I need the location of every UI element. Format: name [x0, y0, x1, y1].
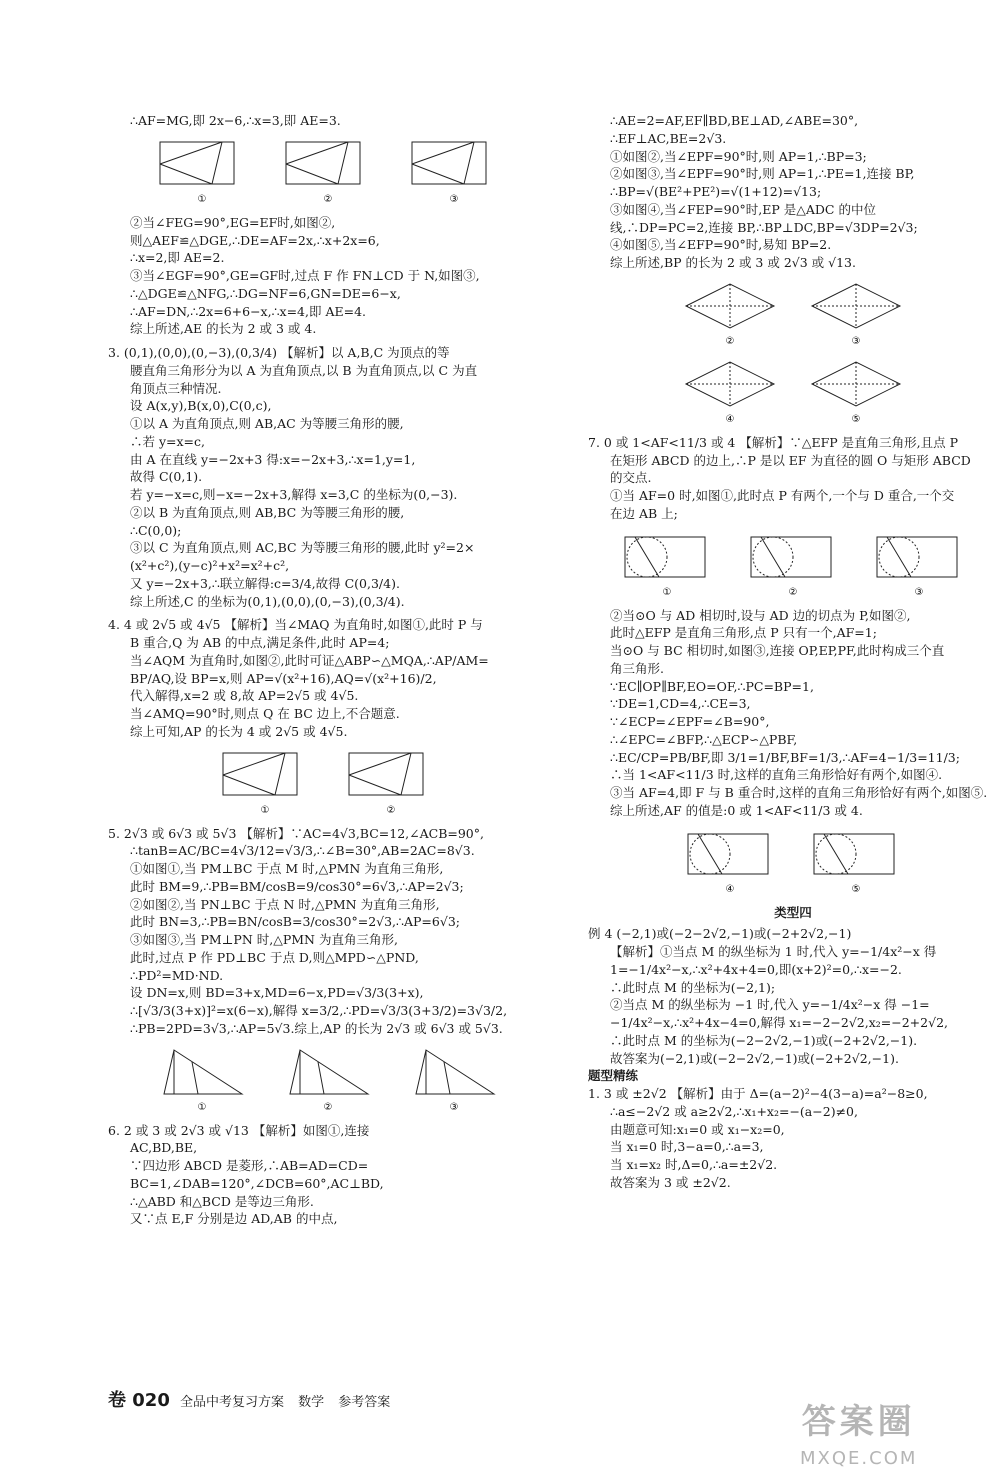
text-line: ②当点 M 的纵坐标为 −1 时,代入 y=−1/4x²−x 得 −1=: [610, 997, 930, 1013]
right-column: [588, 112, 998, 1192]
geometry-sketch: [404, 136, 504, 206]
text-line: 当⊙O 与 BC 相切时,如图③,连接 OP,EP,PF,此时构成三个直: [610, 643, 945, 658]
geometry-sketch: [617, 529, 717, 599]
left-column: [108, 112, 548, 1228]
geometry-sketch: [806, 278, 906, 348]
figure-caption: ①: [662, 586, 672, 598]
text-line: 1. 3 或 ±2√2 【解析】由于 Δ=(a−2)²−4(3−a)=a²−8≥0,: [588, 1086, 928, 1101]
text-line: ∴a≤−2√2 或 a≥2√2,∴x₁+x₂=−(a−2)≠0,: [610, 1103, 858, 1119]
figure-caption: ②: [323, 1101, 333, 1113]
figure-caption: ①: [197, 1101, 207, 1113]
text-line: 又∵点 E,F 分别是边 AD,AB 的中点,: [130, 1211, 338, 1227]
text-line: ∴tanB=AC/BC=4√3/12=√3/3,∴∠B=30°,AB=2AC=8√3.: [130, 843, 475, 859]
text-line: ∴AE=2=AF,EF∥BD,BE⊥AD,∠ABE=30°,: [610, 113, 859, 128]
text-line: 角顶点三种情况.: [130, 380, 222, 396]
text-line: 角三角形.: [610, 660, 664, 676]
geometry-sketch: [743, 529, 843, 599]
text-line: ①如图②,当∠EPF=90°时,则 AP=1,∴BP=3;: [610, 148, 867, 164]
text-line: 综上可知,AP 的长为 4 或 2√5 或 4√5.: [130, 723, 348, 739]
text-line: ∴BP=√(BE²+PE²)=√(1+12)=√13;: [610, 184, 822, 199]
text-line: ②如图②,当 PN⊥BC 于点 N 时,△PMN 为直角三角形,: [130, 896, 440, 912]
figure-caption: ⑤: [851, 883, 861, 895]
text-line: ③当∠EGF=90°,GE=GF时,过点 F 作 FN⊥CD 于 N,如图③,: [130, 268, 480, 283]
geometry-sketch: [680, 826, 780, 896]
text-line: ②当∠FEG=90°,EG=EF时,如图②,: [130, 214, 336, 230]
text-line: ∵∠ECP=∠EPF=∠B=90°,: [610, 714, 770, 729]
text-line: 由题意可知:x₁=0 或 x₁−x₂=0,: [610, 1121, 785, 1137]
text-line: 此时,过点 P 作 PD⊥BC 于点 D,则△MPD∽△PND,: [130, 949, 419, 965]
text-line: 当 x₁=0 时,3−a=0,∴a=3,: [610, 1139, 764, 1155]
text-line: ∴PD²=MD·ND.: [130, 967, 224, 983]
figure-caption: ③: [914, 586, 924, 598]
figure-fig-g: [588, 826, 998, 896]
geometry-sketch: [806, 826, 906, 896]
text-line: ③以 C 为直角顶点,则 AC,BC 为等腰三角形的腰,此时 y²=2×: [130, 540, 475, 556]
text-line: 腰直角三角形分为以 A 为直角顶点,以 B 为直角顶点,以 C 为直: [130, 362, 478, 378]
figure-caption: ⑤: [851, 413, 861, 425]
watermark-logo: [800, 1398, 917, 1472]
text-line: ∴PB=2PD=3√3,∴AP=5√3.综上,AP 的长为 2√3 或 6√3 或 5√3.: [130, 1020, 503, 1036]
book-title: 全品中考复习方案: [179, 1395, 284, 1410]
text-line: ①以 A 为直角顶点,则 AB,AC 为等腰三角形的腰,: [130, 416, 404, 431]
figure-fig-b: [108, 747, 548, 817]
geometry-sketch: [278, 136, 378, 206]
text-line: 4. 4 或 2√5 或 4√5 【解析】当∠MAQ 为直角时,如图①,此时 P 与: [108, 617, 483, 633]
figure-caption: ④: [725, 883, 735, 895]
text-line: ∵四边形 ABCD 是菱形,∴AB=AD=CD=: [130, 1158, 369, 1173]
text-line: 综上所述,BP 的长为 2 或 3 或 2√3 或 √13.: [610, 255, 856, 270]
text-line: ∴EC/CP=PB/BF,即 3/1=1/BF,BF=1/3,∴AF=4−1/3=11/3;: [610, 749, 960, 765]
text-line: 设 DN=x,则 BD=3+x,MD=6−x,PD=√3/3(3+x),: [130, 985, 424, 1001]
subject-label: 数学: [298, 1395, 325, 1410]
figure-fig-e: [588, 356, 998, 426]
figure-caption: ①: [260, 804, 270, 816]
figure-caption: ②: [386, 804, 396, 816]
section-heading: 类型四: [774, 904, 812, 920]
text-line: ∴x=2,即 AE=2.: [130, 250, 225, 266]
text-line: 1=−1/4x²−x,∴x²+4x+4=0,即(x+2)²=0,∴x=−2.: [610, 961, 902, 977]
geometry-sketch: [278, 1044, 378, 1114]
text-line: ∴△DGE≌△NFG,∴DG=NF=6,GN=DE=6−x,: [130, 285, 401, 301]
text-line: ∴△ABD 和△BCD 是等边三角形.: [130, 1193, 314, 1209]
text-line: ∴C(0,0);: [130, 522, 182, 538]
text-line: 线,∴DP=PC=2,连接 BP,∴BP⊥DC,BP=√3DP=2√3;: [610, 219, 918, 235]
figure-caption: ①: [197, 193, 207, 205]
text-line: AC,BD,BE,: [130, 1140, 198, 1156]
text-line: 则△AEF≌△DGE,∴DE=AF=2x,∴x+2x=6,: [130, 232, 380, 248]
figure-caption: ②: [725, 335, 735, 347]
watermark-text: 答案圈: [801, 1402, 916, 1442]
text-line: 6. 2 或 3 或 2√3 或 √13 【解析】如图①,连接: [108, 1122, 370, 1138]
text-line: 综上所述,C 的坐标为(0,1),(0,0),(0,−3),(0,3/4).: [130, 593, 405, 609]
text-line: 当∠AQM 为直角时,如图②,此时可证△ABP∽△MQA,∴AP/AM=: [130, 652, 489, 668]
text-line: 又 y=−2x+3,∴联立解得:c=3/4,故得 C(0,3/4).: [130, 575, 400, 591]
watermark-url: MXQE.COM: [800, 1448, 918, 1470]
text-line: 在边 AB 上;: [610, 505, 678, 521]
text-line: ④如图⑤,当∠EFP=90°时,易知 BP=2.: [610, 237, 832, 253]
text-line: ∴AF=MG,即 2x−6,∴x=3,即 AE=3.: [130, 113, 341, 128]
text-line: ∴EF⊥AC,BE=2√3.: [610, 130, 727, 146]
geometry-sketch: [680, 278, 780, 348]
text-line: 7. 0 或 1<AF<11/3 或 4 【解析】∵△EFP 是直角三角形,且点 P: [588, 434, 958, 450]
geometry-sketch: [341, 747, 441, 817]
text-line: ∴当 1<AF<11/3 时,这样的直角三角形恰好有两个,如图④.: [610, 767, 943, 783]
text-line: ①当 AF=0 时,如图①,此时点 P 有两个,一个与 D 重合,一个交: [610, 488, 955, 503]
geometry-sketch: [680, 356, 780, 426]
figure-caption: ④: [725, 413, 735, 425]
text-line: ①如图①,当 PM⊥BC 于点 M 时,△PMN 为直角三角形,: [130, 861, 444, 876]
subsection-heading: 题型精练: [588, 1068, 639, 1084]
figure-caption: ③: [449, 1101, 459, 1113]
figure-caption: ③: [449, 193, 459, 205]
text-line: 故答案为 3 或 ±2√2.: [610, 1174, 731, 1190]
figure-fig-a: [108, 136, 548, 206]
page-number: 卷 020: [108, 1390, 170, 1411]
geometry-sketch: [806, 356, 906, 426]
text-line: ③如图④,当∠FEP=90°时,EP 是△ADC 的中位: [610, 201, 876, 217]
geometry-sketch: [215, 747, 315, 817]
figure-fig-c: [108, 1044, 548, 1114]
text-line: ②如图③,当∠EPF=90°时,则 AP=1,∴PE=1,连接 BP,: [610, 166, 915, 182]
text-line: 的交点.: [610, 470, 652, 486]
text-line: 当 x₁=x₂ 时,Δ=0,∴a=±2√2.: [610, 1157, 778, 1172]
figure-caption: ②: [323, 193, 333, 205]
text-line: 设 A(x,y),B(x,0),C(0,c),: [130, 398, 272, 414]
text-line: 3. (0,1),(0,0),(0,−3),(0,3/4) 【解析】以 A,B,C 为顶点的等: [108, 345, 450, 360]
text-line: 5. 2√3 或 6√3 或 5√3 【解析】∵AC=4√3,BC=12,∠ACB=90°,: [108, 825, 484, 841]
page-footer: [108, 1388, 400, 1414]
text-line: 故得 C(0,1).: [130, 469, 203, 485]
text-line: 【解析】①当点 M 的纵坐标为 1 时,代入 y=−1/4x²−x 得: [610, 944, 937, 959]
text-line: 在矩形 ABCD 的边上,∴P 是以 EF 为直径的圆 O 与矩形 ABCD: [610, 452, 971, 468]
figure-fig-f: [588, 529, 998, 599]
text-line: ∴∠EPC=∠BFP,∴△ECP∽△PBF,: [610, 731, 798, 747]
text-line: 若 y=−x=c,则−x=−2x+3,解得 x=3,C 的坐标为(0,−3).: [130, 487, 458, 502]
text-line: ∴此时点 M 的坐标为(−2−2√2,−1)或(−2+2√2,−1).: [610, 1032, 918, 1048]
text-line: ∵EC∥OP∥BF,EO=OF,∴PC=BP=1,: [610, 678, 814, 694]
text-line: 此时 BN=3,∴PB=BN/cosB=3/cos30°=2√3,∴AP=6√3;: [130, 914, 460, 930]
text-line: (x²+c²),(y−c)²+x²=x²+c²,: [130, 558, 290, 573]
text-line: ∴若 y=x=c,: [130, 433, 206, 449]
geometry-sketch: [404, 1044, 504, 1114]
text-line: ②以 B 为直角顶点,则 AB,BC 为等腰三角形的腰,: [130, 504, 405, 520]
text-line: ③如图③,当 PM⊥PN 时,△PMN 为直角三角形,: [130, 932, 398, 947]
text-line: ∴[√3/3(3+x)]²=x(6−x),解得 x=3/2,∴PD=√3/3(3+3/2)=3√3/2,: [130, 1003, 508, 1018]
text-line: 故答案为(−2,1)或(−2−2√2,−1)或(−2+2√2,−1).: [610, 1050, 899, 1066]
text-line: B 重合,Q 为 AB 的中点,满足条件,此时 AP=4;: [130, 635, 390, 650]
section-label: 参考答案: [338, 1395, 391, 1410]
figure-caption: ③: [851, 335, 861, 347]
figure-fig-d: [588, 278, 998, 348]
text-line: ∵DE=1,CD=4,∴CE=3,: [610, 696, 751, 712]
text-line: 此时 BM=9,∴PB=BM/cosB=9/cos30°=6√3,∴AP=2√3;: [130, 878, 464, 894]
text-line: 例 4 (−2,1)或(−2−2√2,−1)或(−2+2√2,−1): [588, 926, 852, 942]
text-line: 综上所述,AE 的长为 2 或 3 或 4.: [130, 321, 317, 337]
text-line: ②当⊙O 与 AD 相切时,设与 AD 边的切点为 P,如图②,: [610, 607, 911, 623]
text-line: BP/AQ,设 BP=x,则 AP=√(x²+16),AQ=√(x²+16)/2,: [130, 670, 437, 686]
text-line: ∴AF=DN,∴2x=6+6−x,∴x=4,即 AE=4.: [130, 303, 366, 319]
figure-caption: ②: [788, 586, 798, 598]
geometry-sketch: [152, 136, 252, 206]
text-line: 当∠AMQ=90°时,则点 Q 在 BC 边上,不合题意.: [130, 706, 400, 721]
text-line: BC=1,∠DAB=120°,∠DCB=60°,AC⊥BD,: [130, 1175, 384, 1191]
text-line: 综上所述,AF 的值是:0 或 1<AF<11/3 或 4.: [610, 802, 863, 818]
text-line: 此时△EFP 是直角三角形,点 P 只有一个,AF=1;: [610, 625, 877, 641]
text-line: ③当 AF=4,即 F 与 B 重合时,这样的直角三角形恰好有两个,如图⑤.: [610, 785, 988, 800]
text-line: ∴此时点 M 的坐标为(−2,1);: [610, 979, 776, 995]
geometry-sketch: [869, 529, 969, 599]
text-line: −1/4x²−x,∴x²+4x−4=0,解得 x₁=−2−2√2,x₂=−2+2√2,: [610, 1015, 948, 1030]
text-line: 代入解得,x=2 或 8,故 AP=2√5 或 4√5.: [130, 688, 359, 704]
geometry-sketch: [152, 1044, 252, 1114]
text-line: 由 A 在直线 y=−2x+3 得:x=−2x+3,∴x=1,y=1,: [130, 451, 416, 467]
